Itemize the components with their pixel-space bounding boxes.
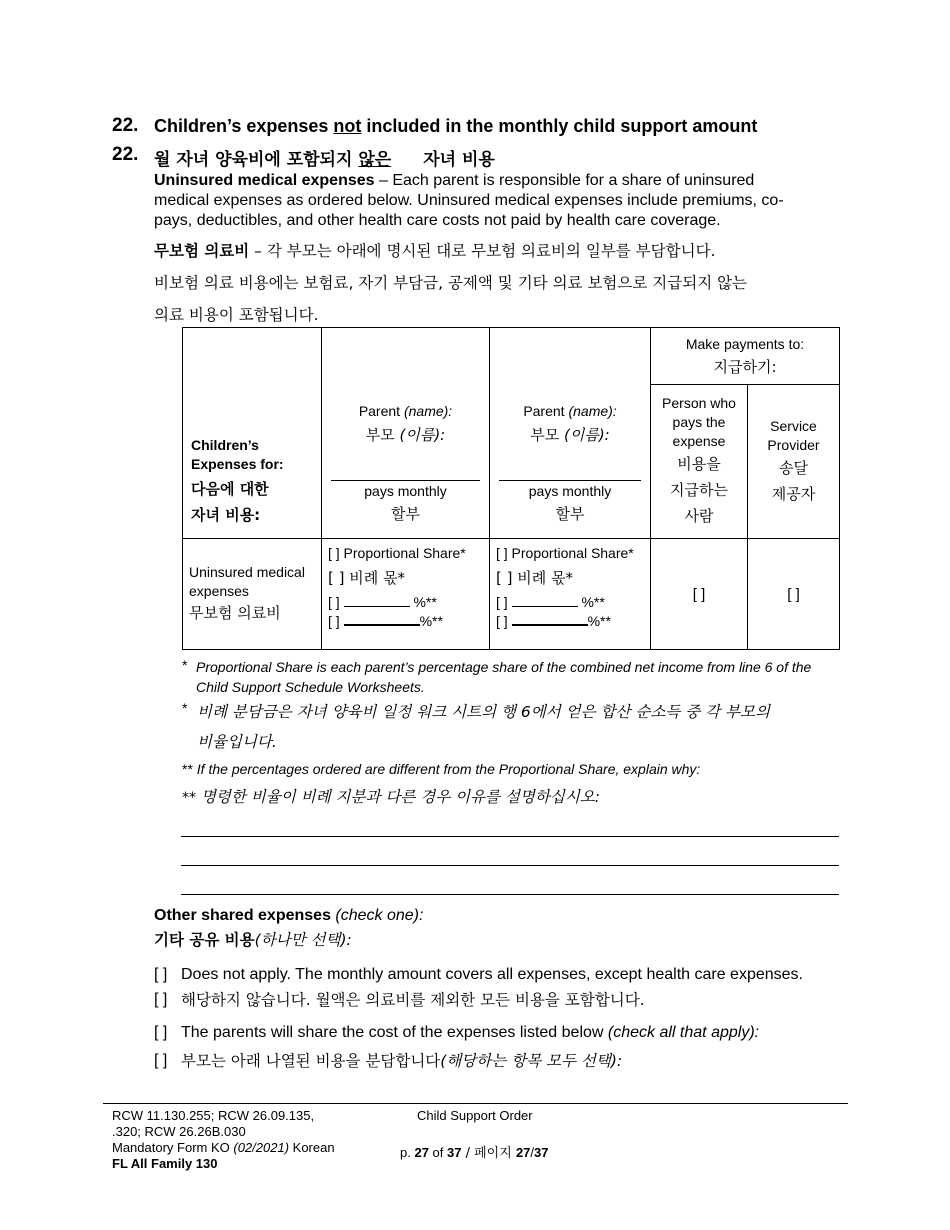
section-title-kr	[154, 145, 495, 170]
uninsured-kr-line: – 각 부모는 아래에 명시된 대로 무보험 의료비의 일부를 부담합니다.	[249, 242, 716, 260]
service-label-kr: 제공자	[771, 484, 816, 503]
uninsured-heading-kr: 무보험 의료비	[154, 242, 250, 260]
parent-label-kr: 부모	[365, 426, 400, 444]
proportional-share-checkbox[interactable]: [ ] Proportional Share*	[496, 545, 634, 561]
option-does-not-apply: Does not apply. The monthly amount covers all expenses, except health care expenses.	[181, 966, 803, 983]
footer-form-id: FL All Family 130	[112, 1156, 218, 1171]
uninsured-heading: Uninsured medical expenses	[154, 172, 375, 189]
section-title-text: Children’s expenses	[154, 116, 334, 136]
option-share-costs	[181, 1023, 759, 1043]
expenses-for-label-kr: 자녀 비용:	[191, 506, 261, 524]
percent-suffix: %**	[413, 594, 437, 610]
check-one-label-kr: (하나만 선택):	[254, 931, 352, 949]
service-label: Provider	[767, 436, 820, 453]
person-label: pays the	[672, 414, 726, 430]
name-label: (name):	[403, 403, 453, 419]
section-title-kr-text: 월 자녀 양육비에 포함되지	[154, 150, 359, 170]
option-does-not-apply-kr: 해당하지 않습니다. 월액은 의료비를 제외한 모든 비용을 포함합니다.	[181, 991, 645, 1009]
percent-checkbox[interactable]: [ ]	[328, 594, 340, 610]
option-checkbox-kr[interactable]: [ ]	[154, 991, 168, 1008]
uninsured-line: – Each parent is responsible for a share of uninsured	[374, 172, 755, 189]
option-share-costs-kr	[181, 1051, 622, 1071]
percent-checkbox[interactable]: [ ]	[496, 613, 508, 629]
row-label-kr: 무보험 의료비	[189, 604, 281, 622]
header-person-who-pays	[651, 385, 748, 539]
note-star-kr: *	[182, 700, 188, 716]
uninsured-kr-line: 의료 비용이 포함됩니다.	[154, 306, 319, 324]
section-title	[154, 116, 757, 137]
make-payments-label-kr: 지급하기:	[713, 358, 777, 376]
pays-monthly-label-kr: 할부	[555, 505, 585, 523]
footer-form-lang: Korean	[289, 1140, 335, 1155]
percent-suffix: %**	[581, 594, 605, 610]
explanation-line[interactable]	[181, 836, 839, 837]
option-checkbox-kr[interactable]: [ ]	[154, 1052, 168, 1069]
note-explain	[182, 761, 700, 777]
percent-checkbox[interactable]: [ ]	[328, 613, 340, 629]
person-who-pays-checkbox[interactable]: [ ]	[651, 539, 748, 650]
header-make-payments	[651, 328, 840, 385]
footer-left	[112, 1108, 335, 1172]
uninsured-kr-line: 비보험 의료 비용에는 보험료, 자기 부담금, 공제액 및 기타 의료 보험으로 지급되지 않는	[154, 274, 748, 292]
other-heading-kr: 기타 공유 비용	[154, 931, 255, 949]
section-number: 22.	[112, 115, 139, 136]
custom-percent-row[interactable]	[328, 612, 489, 631]
header-parent-2	[490, 328, 651, 539]
make-payments-label: Make payments to:	[685, 336, 805, 352]
section-title-kr-text-end: 자녀 비용	[423, 150, 495, 170]
percent-suffix: %**	[587, 613, 611, 629]
page-total: 37	[447, 1145, 462, 1160]
page-prefix: p.	[400, 1145, 415, 1160]
page-total-kr: 37	[534, 1145, 549, 1160]
footer-page-number	[400, 1145, 549, 1162]
parent-1-share-cell	[322, 539, 490, 650]
uninsured-paragraph-kr	[154, 235, 854, 331]
proportional-share-checkbox[interactable]: [ ] Proportional Share*	[328, 545, 466, 561]
note-double-star: **	[182, 790, 196, 806]
footer-form-date: (02/2021)	[233, 1140, 290, 1155]
header-service-provider	[748, 385, 840, 539]
person-label-kr: 지급하는	[670, 481, 728, 499]
footer-rcw: .320; RCW 26.26B.030	[112, 1124, 246, 1139]
note-text-kr: 비율입니다.	[197, 733, 277, 751]
footer-rcw: RCW 11.130.255; RCW 26.09.135,	[112, 1108, 315, 1123]
proportional-share-checkbox-kr[interactable]: [ ] 비례 몫*	[328, 569, 405, 587]
expenses-for-label-kr: 다음에 대한	[191, 480, 269, 498]
parent-label: Parent	[523, 403, 569, 419]
proportional-share-checkbox-kr[interactable]: [ ] 비례 몫*	[496, 569, 573, 587]
note-text: Proportional Share is each parent’s percentage share of the combined net income from line 6 of the	[196, 659, 812, 675]
service-label-kr: 송달	[779, 458, 808, 477]
parent-2-share-cell	[490, 539, 651, 650]
option-text-kr-italic: (해당하는 항목 모두 선택):	[440, 1052, 623, 1070]
expenses-for-label: Expenses for:	[191, 456, 284, 472]
note-star: *	[182, 657, 188, 673]
page-num-kr: 27	[515, 1145, 531, 1160]
page-of: of	[428, 1145, 448, 1160]
expenses-table	[182, 327, 840, 650]
option-checkbox[interactable]: [ ]	[154, 1024, 168, 1041]
section-title-kr-underlined: 않은	[358, 150, 392, 170]
percent-checkbox[interactable]: [ ]	[496, 594, 508, 610]
pays-monthly-label-kr: 할부	[391, 505, 420, 523]
parent-label: Parent	[358, 403, 404, 419]
other-expenses-heading	[154, 906, 423, 926]
row-uninsured-label	[183, 539, 322, 650]
note-explain-kr	[182, 785, 600, 807]
pays-monthly-label: pays monthly	[364, 483, 447, 499]
note-proportional-share-kr	[197, 697, 857, 757]
custom-percent-row[interactable]	[496, 593, 650, 612]
header-parent-1	[322, 328, 490, 539]
person-label: Person who	[662, 395, 736, 411]
section-number-kr: 22.	[112, 144, 139, 165]
service-label: Service	[770, 417, 817, 434]
pays-monthly-label: pays monthly	[528, 483, 612, 499]
page-slash: /	[530, 1145, 535, 1160]
explanation-line[interactable]	[181, 865, 839, 866]
uninsured-paragraph	[154, 171, 844, 231]
custom-percent-row[interactable]	[496, 612, 650, 631]
check-one-label: (check one):	[330, 907, 424, 924]
note-text-kr: 비례 분담금은 자녀 양육비 일정 워크 시트의 행 6에서 얻은 합산 순소득 중 각 부모의	[197, 703, 770, 721]
section-title-text-end: included in the monthly child support amount	[361, 116, 758, 136]
row-label: Uninsured medical	[189, 564, 305, 580]
percent-suffix: %**	[419, 613, 443, 629]
other-heading: Other shared expenses	[154, 907, 331, 924]
option-checkbox[interactable]: [ ]	[154, 966, 168, 983]
page-num: 27	[414, 1145, 429, 1160]
section-title-underlined: not	[333, 116, 362, 136]
note-text-kr: 명령한 비율이 비례 지분과 다른 경우 이유를 설명하십시오:	[200, 788, 601, 806]
name-label-kr: (이름):	[564, 426, 610, 444]
name-label: (name):	[568, 403, 617, 419]
uninsured-line: pays, deductibles, and other health care costs not paid by health care coverage.	[154, 212, 721, 229]
expenses-for-label: Children’s	[191, 437, 259, 453]
note-double-star: **	[182, 761, 193, 777]
option-text-kr: 부모는 아래 나열된 비용을 분담합니다	[181, 1052, 441, 1070]
explanation-line[interactable]	[181, 894, 839, 895]
service-provider-checkbox[interactable]: [ ]	[748, 539, 840, 650]
page-kr: / 페이지	[461, 1146, 516, 1161]
parent-name-line[interactable]	[331, 480, 480, 481]
note-proportional-share	[196, 657, 846, 697]
note-text: If the percentages ordered are different from the Proportional Share, explain why:	[196, 761, 701, 777]
uninsured-line: medical expenses as ordered below. Uninsured medical expenses include premiums, co-	[154, 192, 784, 209]
row-label: expenses	[189, 583, 249, 599]
option-text: The parents will share the cost of the expenses listed below	[181, 1024, 608, 1041]
footer-doc-title: Child Support Order	[417, 1108, 533, 1123]
other-expenses-heading-kr	[154, 930, 352, 950]
person-label-kr: 비용을	[677, 455, 721, 473]
footer-form: Mandatory Form KO	[112, 1140, 234, 1155]
name-label-kr: (이름):	[399, 426, 446, 444]
header-expenses-for	[183, 328, 322, 539]
parent-name-line[interactable]	[499, 480, 641, 481]
option-text-italic: (check all that apply):	[607, 1024, 760, 1041]
custom-percent-row[interactable]	[328, 593, 489, 612]
person-label: expense	[672, 433, 726, 449]
parent-label-kr: 부모	[530, 426, 564, 444]
footer-divider	[103, 1103, 848, 1104]
person-label-kr: 사람	[684, 507, 714, 525]
note-text: Child Support Schedule Worksheets.	[196, 679, 425, 695]
